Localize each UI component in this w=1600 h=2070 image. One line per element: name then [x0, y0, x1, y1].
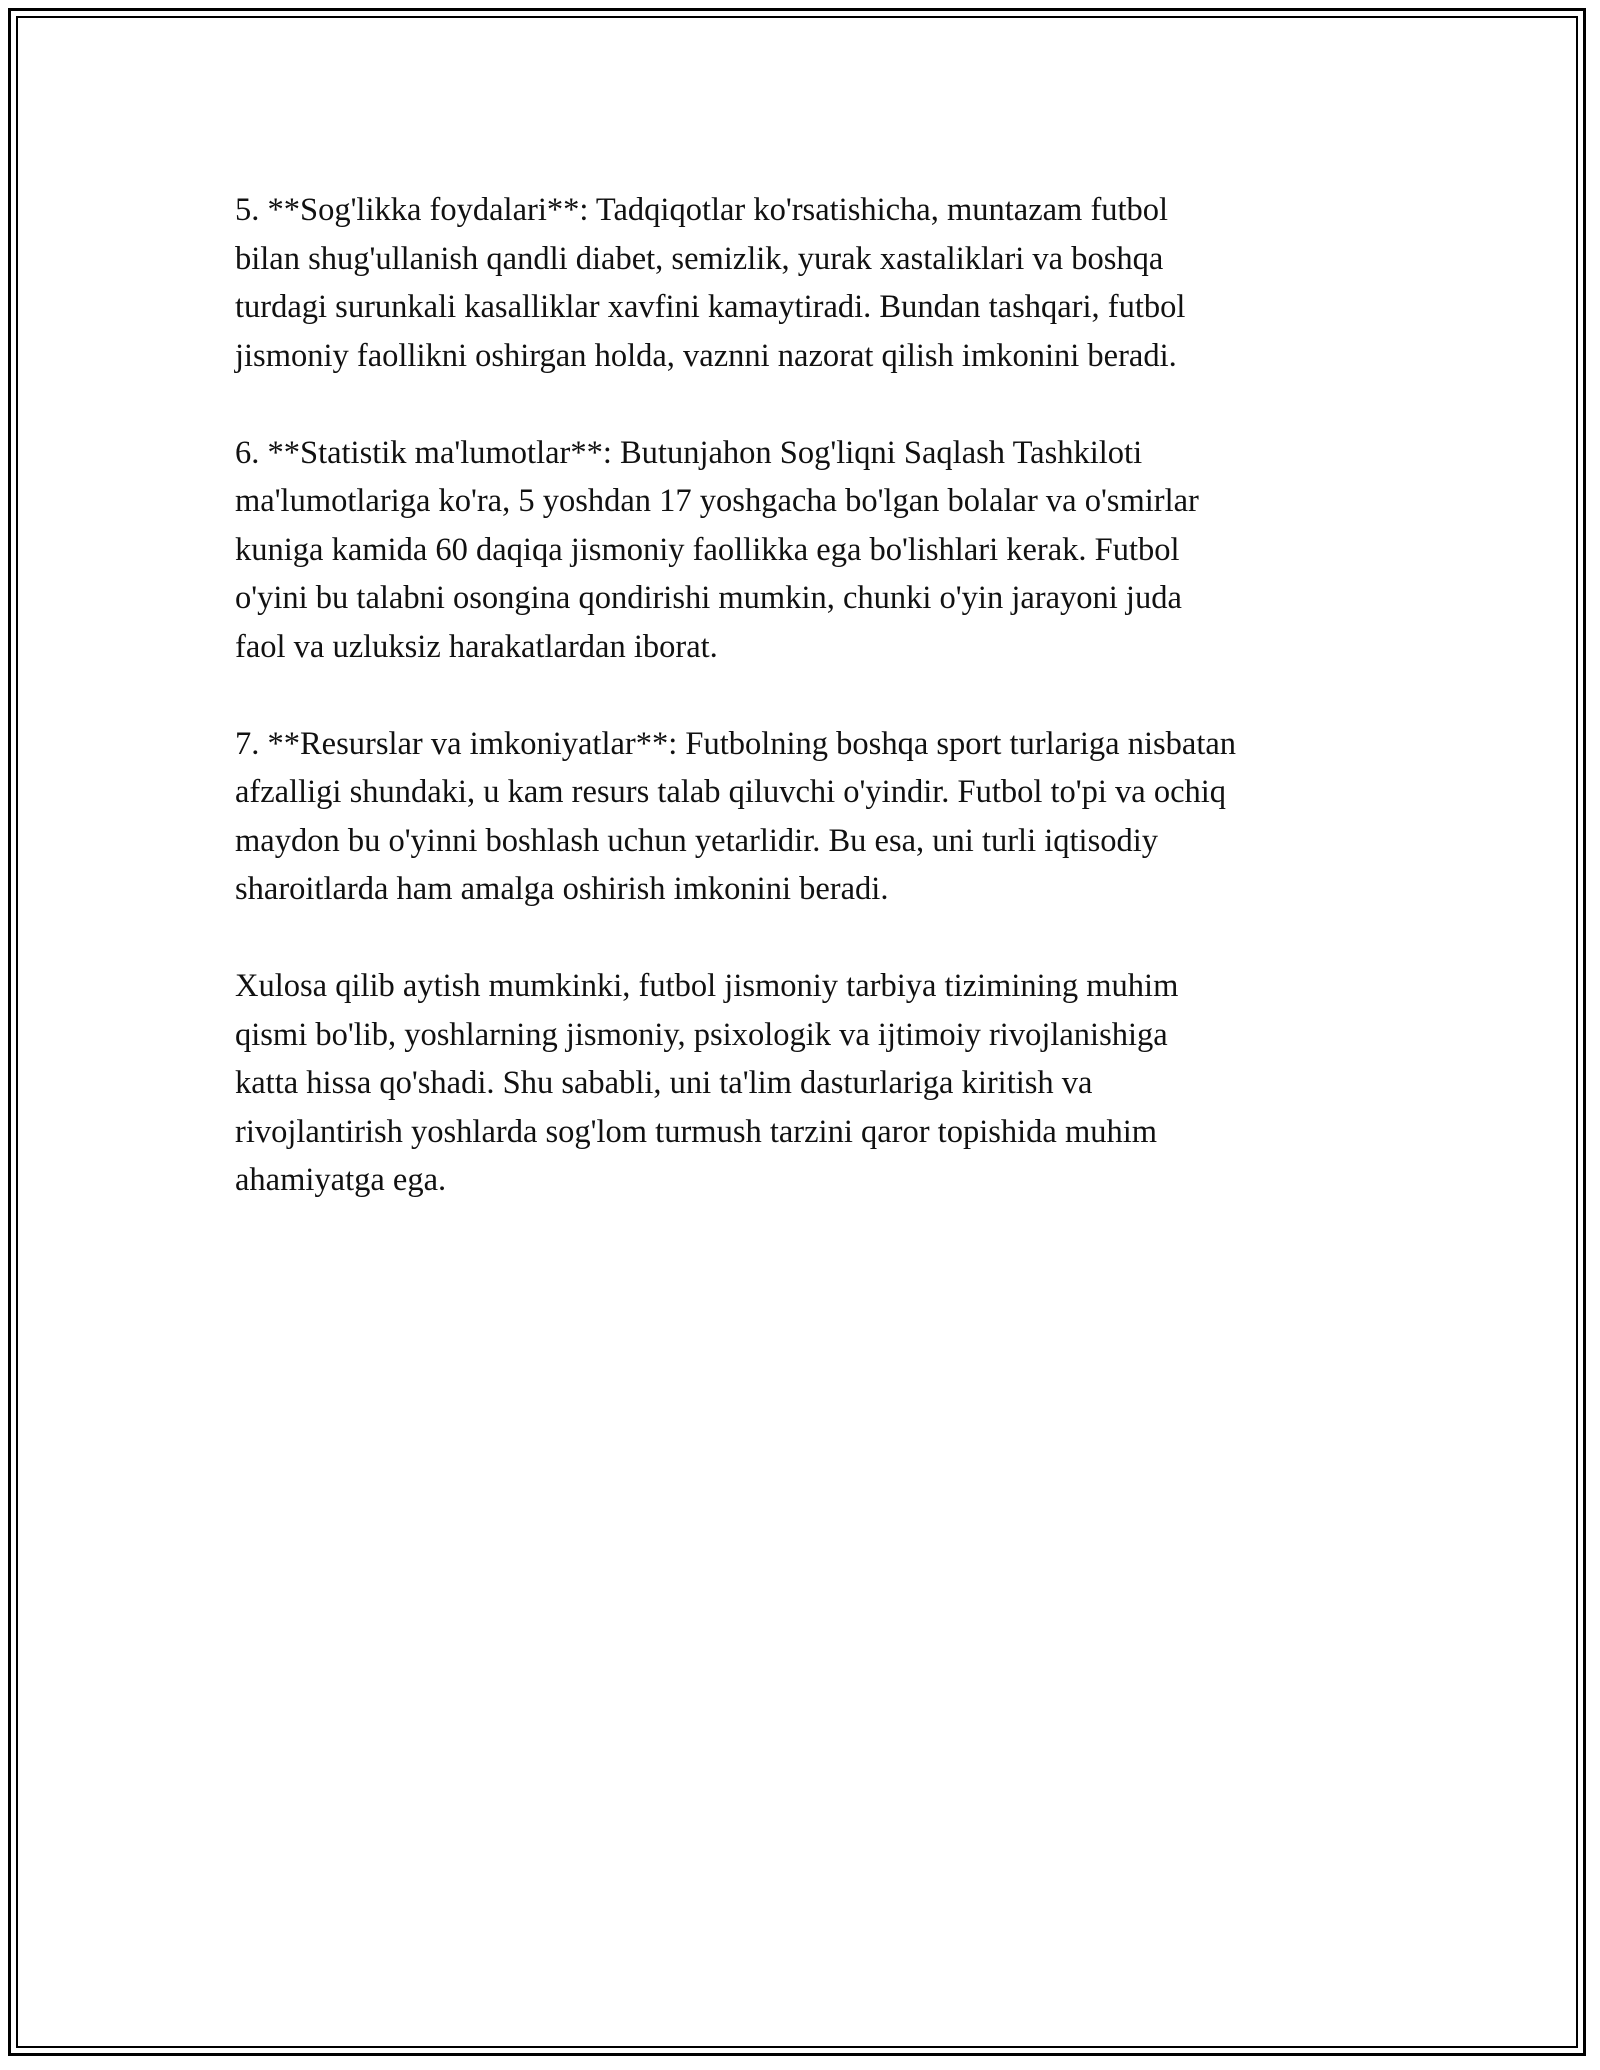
paragraph-conclusion: Xulosa qilib aytish mumkinki, futbol jismoniy tarbiya tizimining muhim qismi bo'lib, yoshlarning jismoniy, psixologik va ijtimoiy rivojlanishiga katta hissa qo'shadi. Shu sababli, uni ta'lim dasturlariga kiritish va rivojlantirish yoshlarda sog'lom turmush tarzini qaror topishida muhim ahamiyatga ega.	[235, 968, 1179, 1198]
paragraph-resources: 7. **Resurslar va imkoniyatlar**: Futbolning boshqa sport turlariga nisbatan afzalligi shundaki, u kam resurs talab qiluvchi o'yindir. Futbol to'pi va ochiq maydon bu o'yinni boshlash uchun yetarlidir. Bu esa, uni turli iqtisodiy sharoitlarda ham amalga oshirish imkonini beradi.	[235, 725, 1237, 907]
paragraph-health-benefits: 5. **Sog'likka foydalari**: Tadqiqotlar ko'rsatishicha, muntazam futbol bilan shug'ullanish qandli diabet, semizlik, yurak xastaliklari va boshqa turdagi surunkali kasalliklar xavfini kamaytiradi. Bundan tashqari, futbol jismoniy faollikni oshirgan holda, vaznni nazorat qilish imkonini beradi.	[235, 192, 1186, 374]
document-body	[235, 186, 1385, 1253]
paragraph-statistics: 6. **Statistik ma'lumotlar**: Butunjahon Sog'liqni Saqlash Tashkiloti ma'lumotlariga ko'ra, 5 yoshdan 17 yoshgacha bo'lgan bolalar va o'smirlar kuniga kamida 60 daqiqa jismoniy faollikka ega bo'lishlari kerak. Futbol o'yini bu talabni osongina qondirishi mumkin, chunki o'yin jarayoni juda faol va uzluksiz harakatlardan iborat.	[235, 434, 1199, 665]
